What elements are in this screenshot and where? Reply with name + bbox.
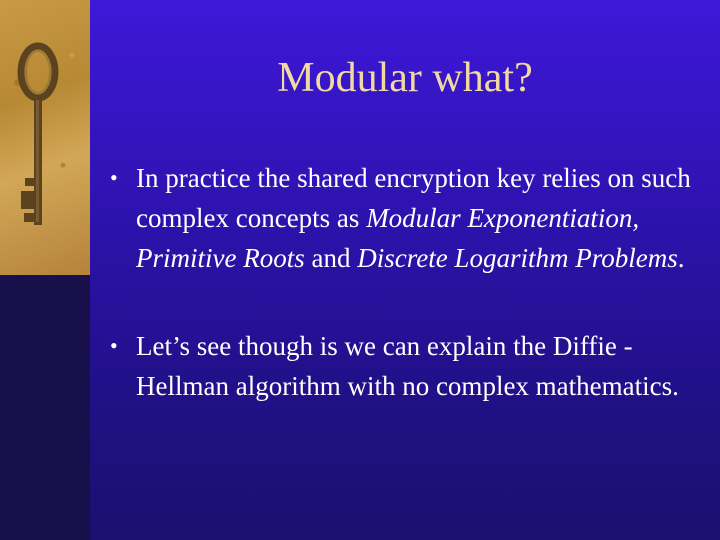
bullet-text: Let’s see though is we can explain the Diffie -Hellman algorithm with no complex mathematics.: [136, 331, 679, 401]
key-icon: [0, 0, 90, 275]
bullet-item: [110, 158, 710, 278]
bullet-marker: •: [110, 165, 118, 190]
bullet-list: [110, 158, 710, 406]
bullet-item: [110, 326, 710, 406]
bullet-text: In practice the shared encryption key relies on such complex concepts as Modular Exponentiation, Primitive Roots and Discrete Logarithm Problems.: [136, 163, 691, 273]
key-photo: [0, 0, 90, 275]
bullet-marker: •: [110, 333, 118, 358]
slide-title: Modular what?: [277, 55, 533, 101]
